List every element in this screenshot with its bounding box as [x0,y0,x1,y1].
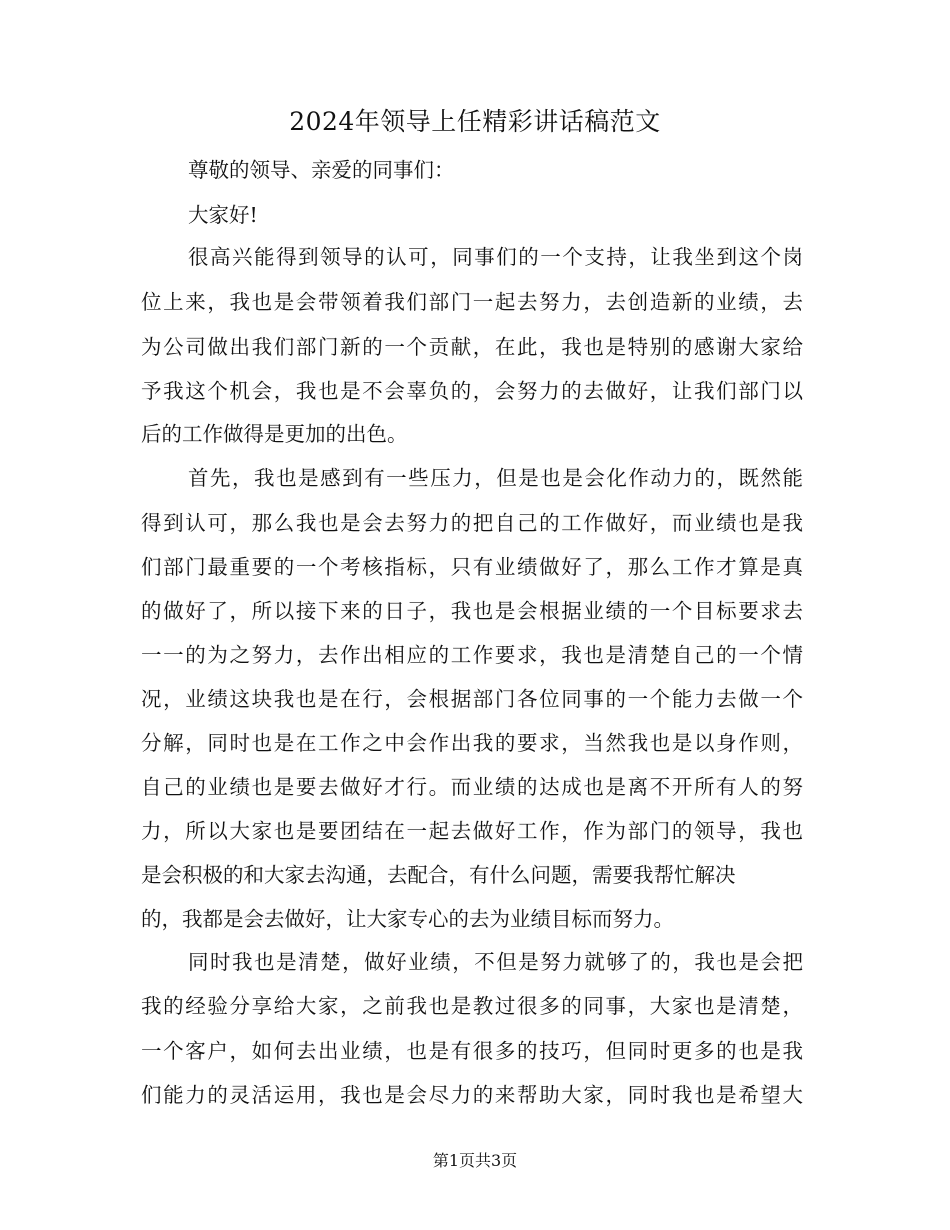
paragraph-line: 一个客户，如何去出业绩，也是有很多的技巧，但同时更多的也是我 [141,1039,803,1063]
paragraph-line: 自己的业绩也是要去做好才行。而业绩的达成也是离不开所有人的努 [141,775,803,799]
paragraph-line: 的做好了，所以接下来的日子，我也是会根据业绩的一个目标要求去 [141,599,803,623]
paragraph-line: 力，所以大家也是要团结在一起去做好工作，作为部门的领导，我也 [141,819,803,843]
page-footer: 第1页共3页 [432,1151,518,1170]
paragraph-line: 们能力的灵活运用，我也是会尽力的来帮助大家，同时我也是希望大 [141,1083,803,1107]
paragraph-line: 尊敬的领导、亲爱的同事们： [188,158,455,182]
paragraph-line: 我的经验分享给大家，之前我也是教过很多的同事，大家也是清楚， [141,994,803,1018]
paragraph-line: 分解，同时也是在工作之中会作出我的要求，当然我也是以身作则， [141,731,803,755]
paragraph-line: 后的工作做得是更加的出色。 [141,422,408,446]
paragraph-line: 一一的为之努力，去作出相应的工作要求，我也是清楚自己的一个情 [141,643,803,667]
paragraph-line: 很高兴能得到领导的认可，同事们的一个支持，让我坐到这个岗 [188,245,803,269]
paragraph-line: 的，我都是会去做好，让大家专心的去为业绩目标而努力。 [141,907,674,931]
paragraph-line: 同时我也是清楚，做好业绩，不但是努力就够了的，我也是会把 [188,950,803,974]
paragraph-line: 予我这个机会，我也是不会辜负的，会努力的去做好，让我们部门以 [141,379,803,403]
paragraph-line: 得到认可，那么我也是会去努力的把自己的工作做好，而业绩也是我 [141,511,803,535]
paragraph-line: 为公司做出我们部门新的一个贡献，在此，我也是特别的感谢大家给 [141,335,803,359]
paragraph-line: 是会积极的和大家去沟通，去配合，有什么问题，需要我帮忙解决 [141,863,736,887]
document-title: 2024年领导上任精彩讲话稿范文 [289,107,661,136]
paragraph-line: 首先，我也是感到有一些压力，但是也是会化作动力的，既然能 [188,466,803,490]
paragraph-line: 况，业绩这块我也是在行，会根据部门各位同事的一个能力去做一个 [141,687,803,711]
paragraph-line: 位上来，我也是会带领着我们部门一起去努力，去创造新的业绩，去 [141,290,803,314]
paragraph-line: 们部门最重要的一个考核指标，只有业绩做好了，那么工作才算是真 [141,555,803,579]
paragraph-line: 大家好! [188,203,258,227]
